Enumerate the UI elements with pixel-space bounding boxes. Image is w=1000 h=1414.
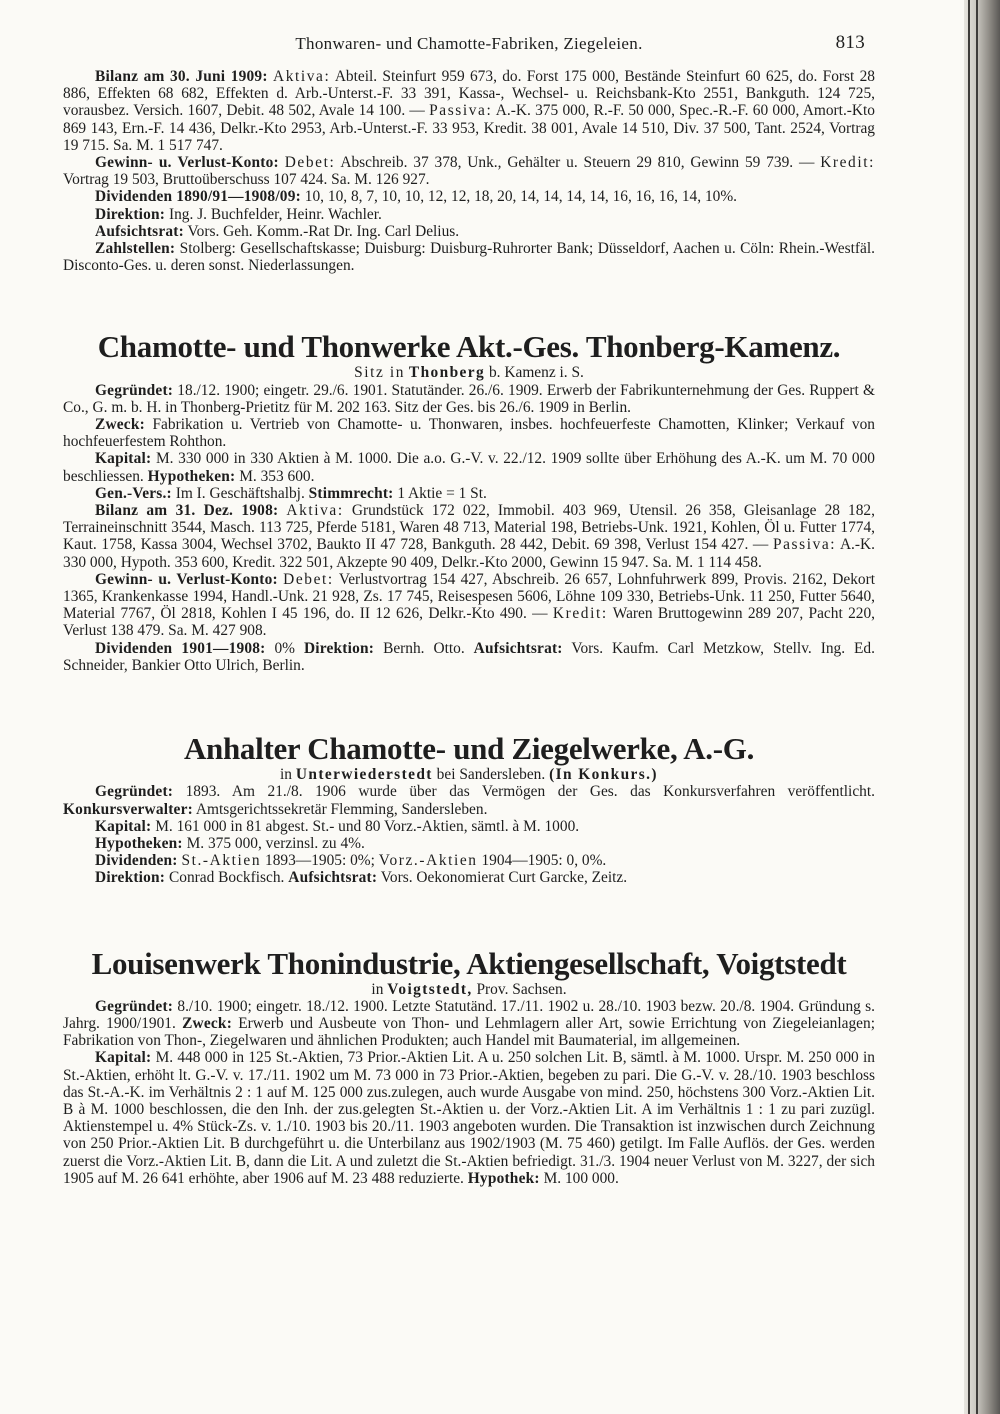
management-board: Direktion: Conrad Bockfisch. Aufsichtsrat: Vors. Oekonomierat Curt Garcke, Zeitz. [95, 869, 628, 887]
founded: Gegründet: 1893. Am 21./8. 1906 wurde über das Vermögen der Ges. das Konkursverfahren veröffentlicht. Konkursverwalter: Amtsgerichtssekretär Flemming, Sandersleben. [63, 783, 875, 818]
balance-sheet-1908: Bilanz am 31. Dez. 1908: Aktiva: Grundstück 172 022, Immobil. 403 969, Utensil. 26 358, Gleisanlage 28 182, Terraineinschnitt 3544, Masch. 113 725, Pferde 5181, Waren 48 713, Material 198, Betriebs-Unk. 1921, Kohlen, Öl u. Futter 1774, Kaut. 1758, Kassa 3004, Wechsel 3702, Baukto II 47 728, Bankguth. 28 442, Debit. 69 398, Verlust 154 427. — Passiva: A.-K. 330 000, Hypoth. 353 600, Kredit. 322 501, Akzepte 90 409, Delkr.-Kto 2000, Gewinn 15 947. Sa. M. 1 114 458. [63, 502, 875, 571]
profit-loss-account: Gewinn- u. Verlust-Konto: Debet: Verlustvortrag 154 427, Abschreib. 26 657, Lohnfuhrwerk 899, Provis. 2162, Dekort 1365, Krankenkasse 1994, Handl.-Unk. 21 928, Zs. 17 745, Reisespesen 5606, Löhne 109 330, Betriebs-Unk. 11 250, Futter 5640, Material 7767, Öl 2818, Kohlen I 45 196, do. II 12 626, Delkr.-Kto 490. — Kredit: Waren Bruttogewinn 289 207, Pacht 220, Verlust 138 479. Sa. M. 427 908. [63, 570, 876, 640]
binding-line [968, 0, 970, 1414]
management: Direktion: Ing. J. Buchfelder, Heinr. Wachler. [95, 205, 382, 223]
binding-line [976, 0, 978, 1414]
page [63, 28, 875, 1187]
purpose: Zweck: Fabrikation u. Vertrieb von Chamotte- u. Thonwaren, insbes. hochfeuerfeste Chamotten, Klinker; Verkauf von hochfeuerfestem Rohthon. [63, 416, 875, 451]
dividends: Dividenden 1890/91—1908/09: 10, 10, 8, 7, 10, 10, 12, 12, 18, 20, 14, 14, 14, 14, 16, 16, 16, 14, 10%. [95, 188, 737, 206]
louisenwerk-section [63, 947, 875, 1187]
kamenz-section [63, 330, 875, 674]
profit-loss-account: Gewinn- u. Verlust-Konto: Debet: Abschreib. 37 378, Unk., Gehälter u. Steuern 29 810, Gewinn 59 739. — Kredit: Vortrag 19 503, Bruttoüberschuss 107 424. Sa. M. 126 927. [63, 154, 875, 189]
dividends: Dividenden: St.-Aktien 1893—1905: 0%; Vorz.-Aktien 1904—1905: 0, 0%. [95, 852, 607, 870]
mortgages: Hypotheken: M. 375 000, verzinsl. zu 4%. [95, 834, 365, 852]
founded: Gegründet: 18./12. 1900; eingetr. 29./6. 1901. Statutänder. 26./6. 1909. Erwerb der Fabrikunternehmung der Ges. Ruppert & Co., G. m. b. H. in Thonberg-Prietitz für M. 202 163. Sitz der Ges. bis 26./6. 1909 in Berlin. [63, 381, 875, 416]
capital: Kapital: M. 161 000 in 81 abgest. St.- und 80 Vorz.-Aktien, sämtl. à M. 1000. [95, 817, 580, 835]
running-header [63, 28, 875, 68]
company-seat: in Unterwiederstedt bei Sandersleben. (In Konkurs.) [280, 766, 658, 784]
capital: Kapital: M. 448 000 in 125 St.-Aktien, 73 Prior.-Aktien Lit. A u. 250 solchen Lit. B, sämtl. à M. 1000. Urspr. M. 250 000 in St.-Aktien, erhöht lt. G.-V. v. 17./11. 1902 um M. 73 000 in 73 Prior.-Aktien, begeben zu pari. Die G.-V. v. 28./10. 1903 beschloss das St.-A.-K. im Verhältnis 2 : 1 auf M. 125 000 zus.zulegen, auch wurde Ausgabe von mind. 250, höchstens 300 Vorz.-Aktien Lit. B à M. 1000 beschlossen, die den Inh. der zus.gelegten St.-Aktien u. der Vorz.-Aktien Lit. A im Verhältnis 1 : 1 zu pari zuzügl. Aktienstempel u. 4% Stück-Zs. v. 1./10. 1903 bis 20./11. 1903 angeboten wurden. Die Transaktion ist inzwischen durch Zeichnung von 250 Prior.-Aktien Lit. B durchgeführt u. die Unterbilanz aus 1902/1903 (M. 75 460) getilgt. Im Falle Auflös. der Ges. werden zuerst die Vorz.-Aktien Lit. B, dann die Lit. A und zuletzt die St.-Aktien befriedigt. 31./3. 1904 neuer Verlust von M. 3227, der sich 1905 auf M. 26 641 erhöhte, aber 1906 auf M. 23 488 reduzierte. Hypothek: M. 100 000. [63, 1049, 875, 1187]
supervisory-board: Aufsichtsrat: Vors. Geh. Komm.-Rat Dr. Ing. Carl Delius. [95, 222, 460, 240]
dividends-management-board: Dividenden 1901—1908: 0% Direktion: Bernh. Otto. Aufsichtsrat: Vors. Kaufm. Carl Metzkow, Stellv. Ing. Ed. Schneider, Bankier Otto Ulrich, Berlin. [63, 639, 875, 674]
capital: Kapital: M. 330 000 in 330 Aktien à M. 1000. Die a.o. G.-V. v. 22./12. 1909 sollte über Erhöhung des A.-K. um M. 70 000 beschliessen. Hypotheken: M. 353 600. [63, 450, 875, 485]
company-title: Anhalter Chamotte- und Ziegelwerke, A.-G. [183, 731, 755, 767]
page-number: 813 [835, 32, 865, 53]
company-title: Louisenwerk Thonindustrie, Aktiengesellschaft, Voigtstedt [91, 945, 847, 981]
company-title: Chamotte- und Thonwerke Akt.-Ges. Thonberg-Kamenz. [97, 329, 841, 365]
header-title: Thonwaren- und Chamotte-Fabriken, Ziegeleien. [295, 34, 643, 53]
prev-company-section [63, 68, 875, 274]
company-seat: in Voigtstedt, Prov. Sachsen. [371, 980, 567, 998]
anhalter-section [63, 732, 875, 886]
founded-purpose: Gegründet: 8./10. 1900; eingetr. 18./12. 1900. Letzte Statutänd. 17./11. 1902 u. 28./10. 1903 bezw. 20./8. 1904. Gründung s. Jahrg. 1900/1901. Zweck: Erwerb und Ausbeute von Thon- und Lehmlagern aller Art, sowie Errichtung von Ziegeleianlagen; Fabrikation von Thon-, Ziegelwaren und ähnlichen Produkten; auch Handel mit Baumaterial, im allgemeinen. [63, 997, 875, 1050]
company-seat: Sitz in Thonberg b. Kamenz i. S. [354, 364, 584, 382]
balance-sheet-1909: Bilanz am 30. Juni 1909: Aktiva: Abteil. Steinfurt 959 673, do. Forst 175 000, Bestände Steinfurt 60 625, do. Forst 28 886, Effekten 68 682, Effekten d. Arb.-Unterst.-F. 33 391, Kassa-, Wechsel- u. Reichsbank-Kto 2551, Bankguth. 124 725, vorausbez. Versich. 1607, Debit. 48 502, Avale 14 100. — Passiva: A.-K. 375 000, R.-F. 50 000, Spec.-R.-F. 60 000, Amort.-Kto 869 143, Ern.-F. 14 436, Delkr.-Kto 2953, Arb.-Unterst.-F. 33 953, Kredit. 38 001, Avale 14 510, Div. 37 500, Tant. 2524, Vortrag 19 715. Sa. M. 1 517 747. [63, 68, 876, 154]
status-bankruptcy: (In Konkurs.) [549, 766, 658, 784]
general-meeting: Gen.-Vers.: Im I. Geschäftshalbj. Stimmrecht: 1 Aktie = 1 St. [95, 484, 487, 502]
paying-agents: Zahlstellen: Stolberg: Gesellschaftskasse; Duisburg: Duisburg-Ruhrorter Bank; Düsseldorf, Aachen u. Cöln: Rhein.-Westfäl. Disconto-Ges. u. deren sonst. Niederlassungen. [63, 240, 875, 275]
